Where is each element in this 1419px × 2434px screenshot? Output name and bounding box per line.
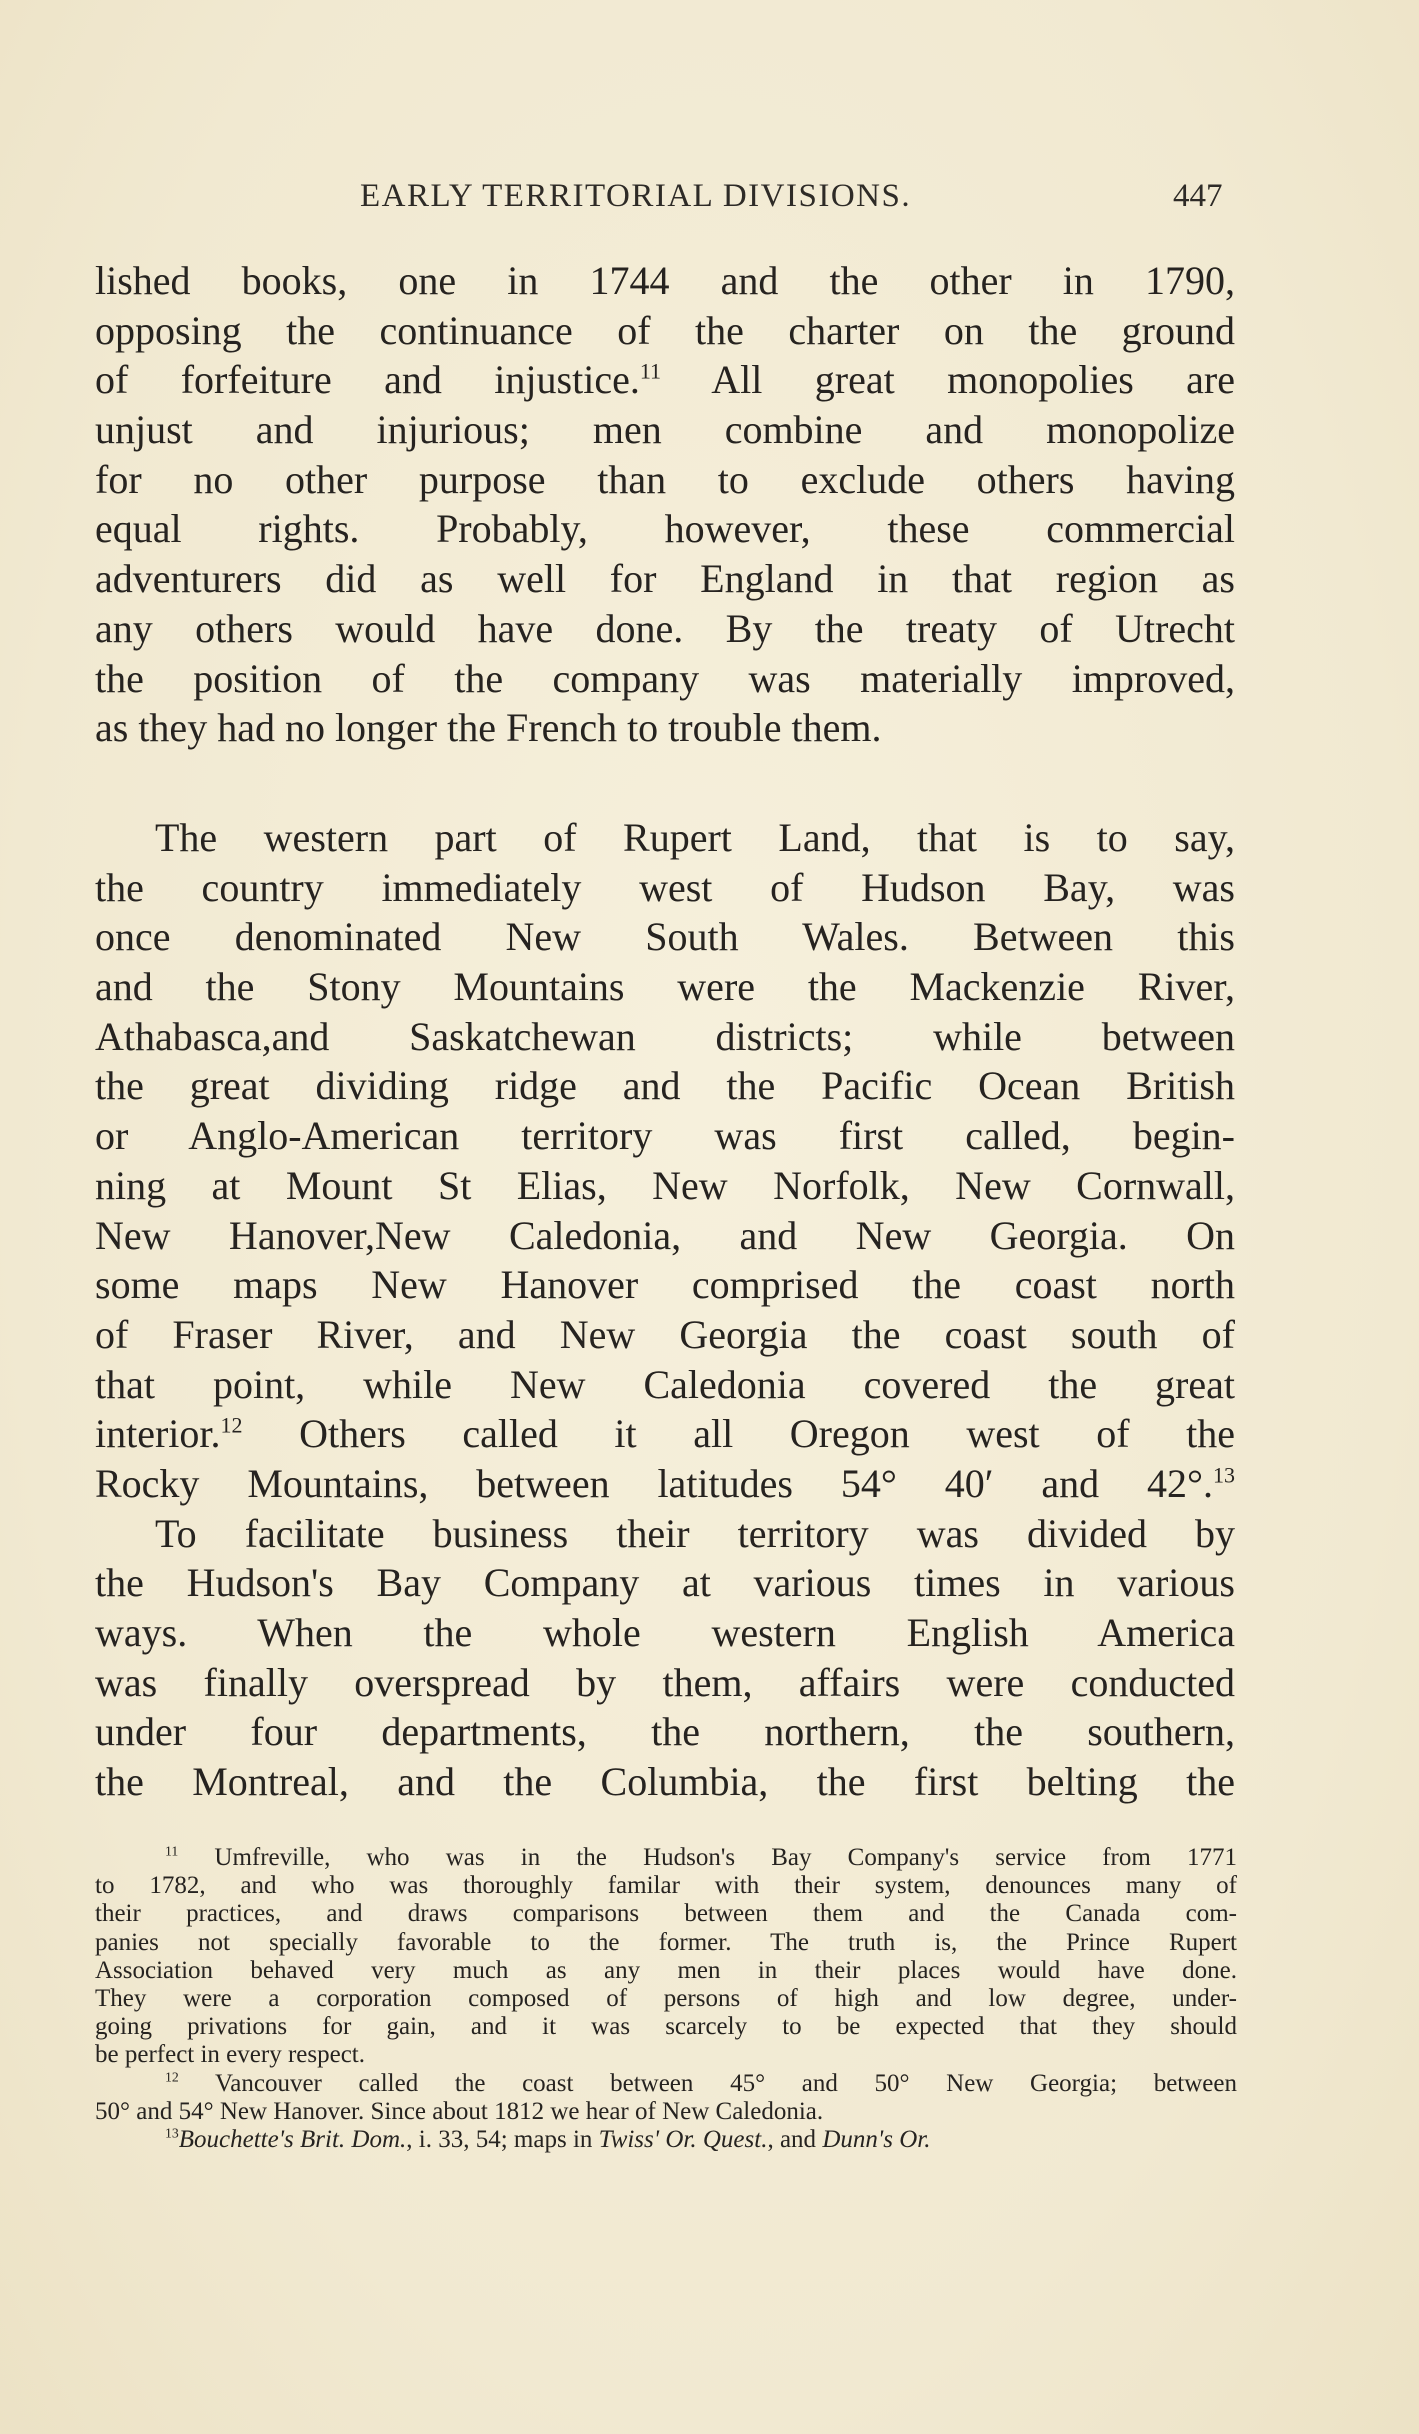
footnote-11: $^{11}$ Umfreville, who was in the Hudson's Bay Company's service from 1771 — [165, 1843, 1237, 1871]
text-line: for no other purpose than to exclude others having — [95, 456, 1235, 502]
footnote-line: going privations for gain, and it was scarcely to be expected that they should — [95, 2013, 1237, 2041]
text-line: some maps New Hanover comprised the coast north — [95, 1262, 1235, 1308]
footnote-line: be perfect in every respect. — [95, 2041, 365, 2069]
text-line: that point, while New Caledonia covered the great — [95, 1361, 1235, 1407]
text-line: ways. When the whole western English America — [95, 1610, 1235, 1655]
footnote-ref-13: 13 — [1213, 1462, 1235, 1488]
footnote-line: Association behaved very much as any men in their places would have done. — [95, 1956, 1237, 1984]
text-line: the Montreal, and the Columbia, the first belting the — [95, 1759, 1235, 1805]
text-line: of forfeiture and injustice.$^{11}$ All great monopolies are — [95, 357, 1235, 403]
text-line: as they had no longer the French to trouble them. — [95, 705, 882, 751]
text-line: interior.$^{12}$ Others called it all Oregon west of the — [95, 1411, 1235, 1457]
text-line: the country immediately west of Hudson Bay, was — [95, 864, 1235, 910]
footnote-mark-11: 11 — [165, 1843, 179, 1859]
footnote-mark-12: 12 — [165, 2069, 179, 2085]
footnote-line: 50° and 54° New Hanover. Since about 1812 we hear of New Caledonia. — [95, 2097, 824, 2125]
text-line: New Hanover,New Caledonia, and New Georgia. On — [95, 1212, 1235, 1258]
text-line: or Anglo-American territory was first called, begin- — [95, 1113, 1235, 1159]
text-line: once denominated New South Wales. Between this — [95, 914, 1235, 960]
text-line: ning at Mount St Elias, New Norfolk, New Cornwall, — [95, 1162, 1235, 1208]
footnote-ref-12: 12 — [220, 1412, 243, 1438]
footnotes — [95, 1844, 1237, 2154]
text-line: equal rights. Probably, however, these commercial — [95, 506, 1235, 552]
text-line: Rocky Mountains, between latitudes 54° 40′ and 42°.$^{13}$ — [95, 1460, 1235, 1506]
text-line: under four departments, the northern, the southern, — [95, 1709, 1235, 1755]
text-line: the Hudson's Bay Company at various times in various — [95, 1560, 1235, 1606]
text-line: any others would have done. By the treaty of Utrecht — [95, 605, 1235, 651]
footnote-line: to 1782, and who was thoroughly familar with their system, denounces many of — [95, 1872, 1237, 1900]
footnote-mark-13: 13 — [165, 2125, 179, 2141]
footnote-13: $^{13}$Bouchette's Brit. Dom., i. 33, 54; maps in Twiss' Or. Quest., and Dunn's Or. — [165, 2125, 931, 2153]
footnote-line: their practices, and draws comparisons between them and the Canada com- — [95, 1900, 1237, 1928]
text-line: the great dividing ridge and the Pacific Ocean British — [95, 1063, 1235, 1109]
text-line: To facilitate business their territory was divided by — [155, 1510, 1235, 1556]
footnote-ref-11: 11 — [639, 359, 662, 385]
footnote-line: panies not specially favorable to the former. The truth is, the Prince Rupert — [95, 1928, 1237, 1956]
text-line: opposing the continuance of the charter on the ground — [95, 307, 1235, 353]
paragraph-2 — [95, 813, 1235, 1807]
text-line: of Fraser River, and New Georgia the coast south of — [95, 1311, 1235, 1357]
footnote-12: $^{12}$ Vancouver called the coast between 45° and 50° New Georgia; between — [165, 2069, 1237, 2097]
text-line: the position of the company was materially improved, — [95, 655, 1235, 701]
text-line: was finally overspread by them, affairs were conducted — [95, 1659, 1235, 1705]
text-line: unjust and injurious; men combine and monopolize — [95, 407, 1235, 453]
paragraph-1 — [95, 256, 1235, 753]
footnote-line: They were a corporation composed of persons of high and low degree, under- — [95, 1984, 1237, 2012]
text-line: The western part of Rupert Land, that is to say, — [155, 815, 1235, 860]
running-head: EARLY TERRITORIAL DIVISIONS. — [360, 178, 912, 214]
text-line: lished books, one in 1744 and the other in 1790, — [95, 258, 1235, 303]
page-number: 447 — [1173, 178, 1223, 214]
text-line: Athabasca,and Saskatchewan districts; while between — [95, 1013, 1235, 1059]
text-line: adventurers did as well for England in that region as — [95, 556, 1235, 602]
text-line: and the Stony Mountains were the Mackenzie River, — [95, 964, 1235, 1010]
